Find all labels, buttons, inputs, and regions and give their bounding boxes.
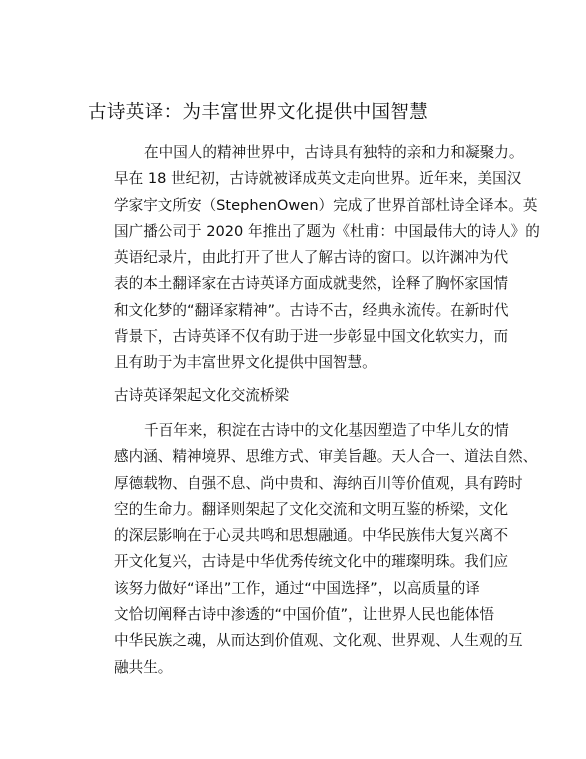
paragraph-line: 感内涵、精神境界、思维方式、审美旨趣。天人合一、道法自然、 (114, 448, 538, 466)
paragraph-line: 表的本土翻译家在古诗英译方面成就斐然，诠释了胸怀家国情 (114, 275, 509, 293)
paragraph-line: 的深层影响在于心灵共鸣和思想融通。中华民族伟大复兴离不 (114, 527, 509, 545)
paragraph-line: 在中国人的精神世界中，古诗具有独特的亲和力和凝聚力。 (144, 144, 524, 161)
paragraph-line: 该努力做好“译出”工作，通过“中国选择”，以高质量的译 (114, 579, 480, 597)
paragraph-intro (84, 140, 540, 377)
paragraph-line: 学家宇文所安（StephenOwen）完成了世界首部杜诗全译本。英 (114, 196, 538, 214)
paragraph-line: 早在 18 世纪初，古诗就被译成英文走向世界。近年来，美国汉 (114, 170, 522, 188)
paragraph-line: 背景下，古诗英译不仅有助于进一步彰显中国文化软实力，而 (114, 328, 509, 346)
paragraph-line: 开文化复兴，古诗是中华优秀传统文化中的璀璨明珠。我们应 (114, 553, 509, 571)
paragraph-bridge (84, 418, 538, 681)
section-heading: 古诗英译架起文化交流桥梁 (114, 387, 290, 404)
paragraph-line: 国广播公司于 2020 年推出了题为《杜甫：中国最伟大的诗人》的 (114, 222, 540, 240)
paragraph-line: 厚德载物、自强不息、尚中贵和、海纳百川等价值观，具有跨时 (114, 474, 523, 492)
paragraph-line: 和文化梦的“翻译家精神”。古诗不古，经典永流传。在新时代 (114, 301, 509, 319)
paragraph-line: 且有助于为丰富世界文化提供中国智慧。 (114, 354, 377, 372)
paragraph-line: 空的生命力。翻译则架起了文化交流和文明互鉴的桥梁，文化 (114, 500, 509, 518)
paragraph-line: 文恰切阐释古诗中渗透的“中国价值”，让世界人民也能体悟 (114, 606, 494, 624)
document-title: 古诗英译：为丰富世界文化提供中国智慧 (88, 102, 429, 123)
paragraph-line: 融共生。 (114, 658, 173, 676)
paragraph-line: 中华民族之魂，从而达到价值观、文化观、世界观、人生观的互 (114, 632, 523, 650)
paragraph-line: 英语纪录片，由此打开了世人了解古诗的窗口。以许渊冲为代 (114, 249, 509, 267)
paragraph-line: 千百年来，积淀在古诗中的文化基因塑造了中华儿女的情 (144, 422, 509, 439)
